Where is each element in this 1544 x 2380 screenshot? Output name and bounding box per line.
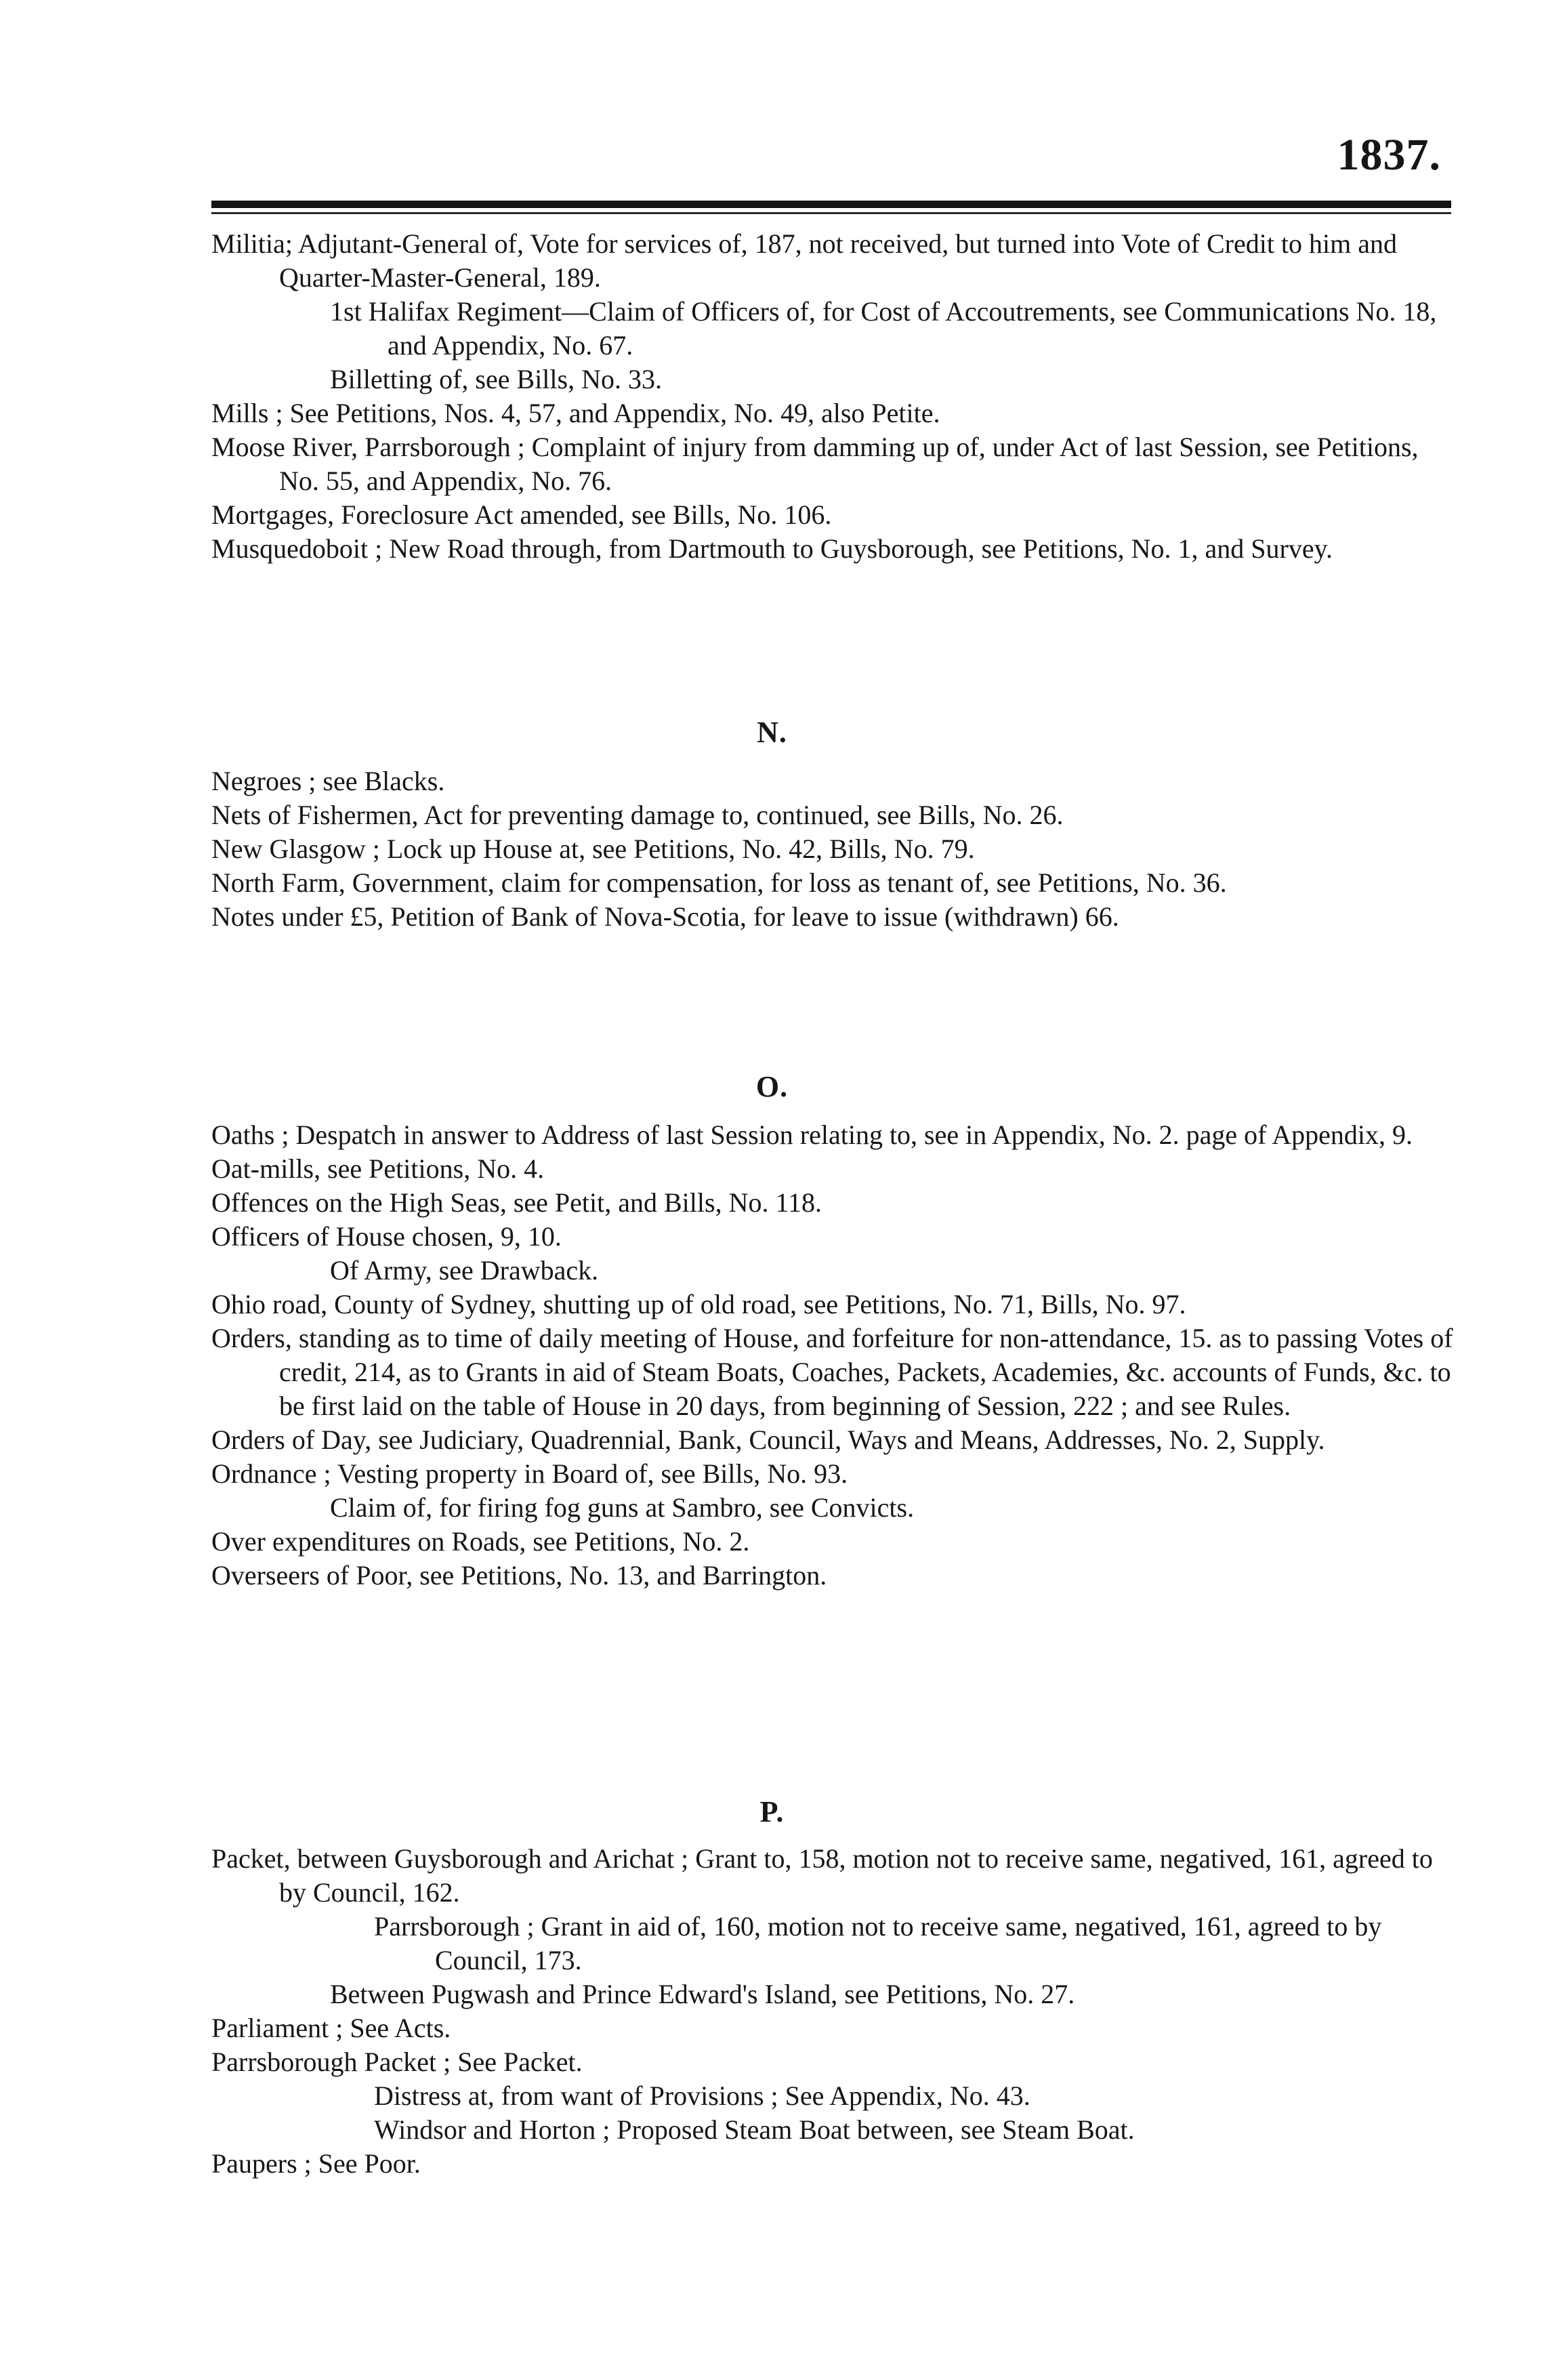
index-entry: Moose River, Parrsborough ; Complaint of injury from damming up of, under Act of last Session, see Petitions, No. 55, and Appendix, No. 76. <box>211 432 1419 496</box>
index-entry: Mortgages, Foreclosure Act amended, see Bills, No. 106. <box>211 499 832 530</box>
index-entry: Windsor and Horton ; Proposed Steam Boat between, see Steam Boat. <box>374 2114 1135 2145</box>
index-entry: 1st Halifax Regiment—Claim of Officers of, for Cost of Accoutrements, see Communications No. 18, and Appendix, No. 67. <box>330 296 1437 361</box>
index-entry: Parrsborough ; Grant in aid of, 160, motion not to receive same, negatived, 161, agreed to by Council, 173. <box>374 1911 1382 1975</box>
index-entry: Claim of, for firing fog guns at Sambro, see Convicts. <box>330 1492 915 1523</box>
index-entry: Over expenditures on Roads, see Petitions, No. 2. <box>211 1526 750 1557</box>
index-entry: Packet, between Guysborough and Arichat ; Grant to, 158, motion not to receive same, negatived, 161, agreed to by Council, 162. <box>211 1843 1433 1908</box>
index-entry: Ordnance ; Vesting property in Board of, see Bills, No. 93. <box>211 1458 848 1489</box>
section-letter-o: O. <box>755 1070 789 1103</box>
index-entry: Musquedoboit ; New Road through, from Dartmouth to Guysborough, see Petitions, No. 1, and Survey. <box>211 533 1333 564</box>
index-entry: Parrsborough Packet ; See Packet. <box>211 2047 583 2077</box>
section-n <box>0 764 1544 934</box>
index-entry: Mills ; See Petitions, Nos. 4, 57, and Appendix, No. 49, also Petite. <box>211 398 940 428</box>
index-entry: Negroes ; see Blacks. <box>211 766 445 796</box>
section-letter-n: N. <box>757 716 787 749</box>
section-o <box>0 1118 1544 1593</box>
index-entry: Distress at, from want of Provisions ; See Appendix, No. 43. <box>374 2080 1030 2111</box>
page-year-header: 1837. <box>1337 130 1441 180</box>
index-entry: Overseers of Poor, see Petitions, No. 13, and Barrington. <box>211 1560 827 1591</box>
index-entry: Militia; Adjutant-General of, Vote for services of, 187, not received, but turned into Vote of Credit to him and Quarter-Master-General, 189. <box>211 228 1398 293</box>
section-letter-p: P. <box>759 1795 785 1828</box>
index-entry: Paupers ; See Poor. <box>211 2148 421 2179</box>
header-rule-thin <box>211 212 1451 214</box>
index-entry: Notes under £5, Petition of Bank of Nova-Scotia, for leave to issue (withdrawn) 66. <box>211 901 1119 932</box>
index-entry: Oat-mills, see Petitions, No. 4. <box>211 1153 545 1184</box>
index-entry: Ohio road, County of Sydney, shutting up of old road, see Petitions, No. 71, Bills, No. 97. <box>211 1289 1186 1319</box>
header-rule-thick <box>211 201 1451 208</box>
index-entry: New Glasgow ; Lock up House at, see Petitions, No. 42, Bills, No. 79. <box>211 834 975 864</box>
index-entry: Orders, standing as to time of daily meeting of House, and forfeiture for non-attendance, 15. as to passing Votes of credit, 214, as to Grants in aid of Steam Boats, Coaches, Packets, Academies, &c. accounts of Funds, &c. to be first laid on the table of House in 20 days, from beginning of Session, 222 ; and see Rules. <box>211 1323 1453 1421</box>
index-entry: North Farm, Government, claim for compensation, for loss as tenant of, see Petitions, No. 36. <box>211 867 1227 898</box>
index-entry: Parliament ; See Acts. <box>211 2013 451 2043</box>
section-p <box>0 1842 1544 2181</box>
index-entry: Between Pugwash and Prince Edward's Island, see Petitions, No. 27. <box>330 1979 1075 2009</box>
index-entry: Of Army, see Drawback. <box>330 1255 599 1286</box>
index-entry: Nets of Fishermen, Act for preventing damage to, continued, see Bills, No. 26. <box>211 800 1064 830</box>
index-entry: Offences on the High Seas, see Petit, and Bills, No. 118. <box>211 1187 822 1218</box>
index-entry: Orders of Day, see Judiciary, Quadrennial, Bank, Council, Ways and Means, Addresses, No. 2, Supply. <box>211 1424 1325 1455</box>
index-entry: Oaths ; Despatch in answer to Address of last Session relating to, see in Appendix, No. 2. page of Appendix, 9. <box>211 1120 1413 1150</box>
section-m <box>0 227 1544 566</box>
index-entry: Officers of House chosen, 9, 10. <box>211 1221 562 1252</box>
index-entry: Billetting of, see Bills, No. 33. <box>330 364 662 394</box>
